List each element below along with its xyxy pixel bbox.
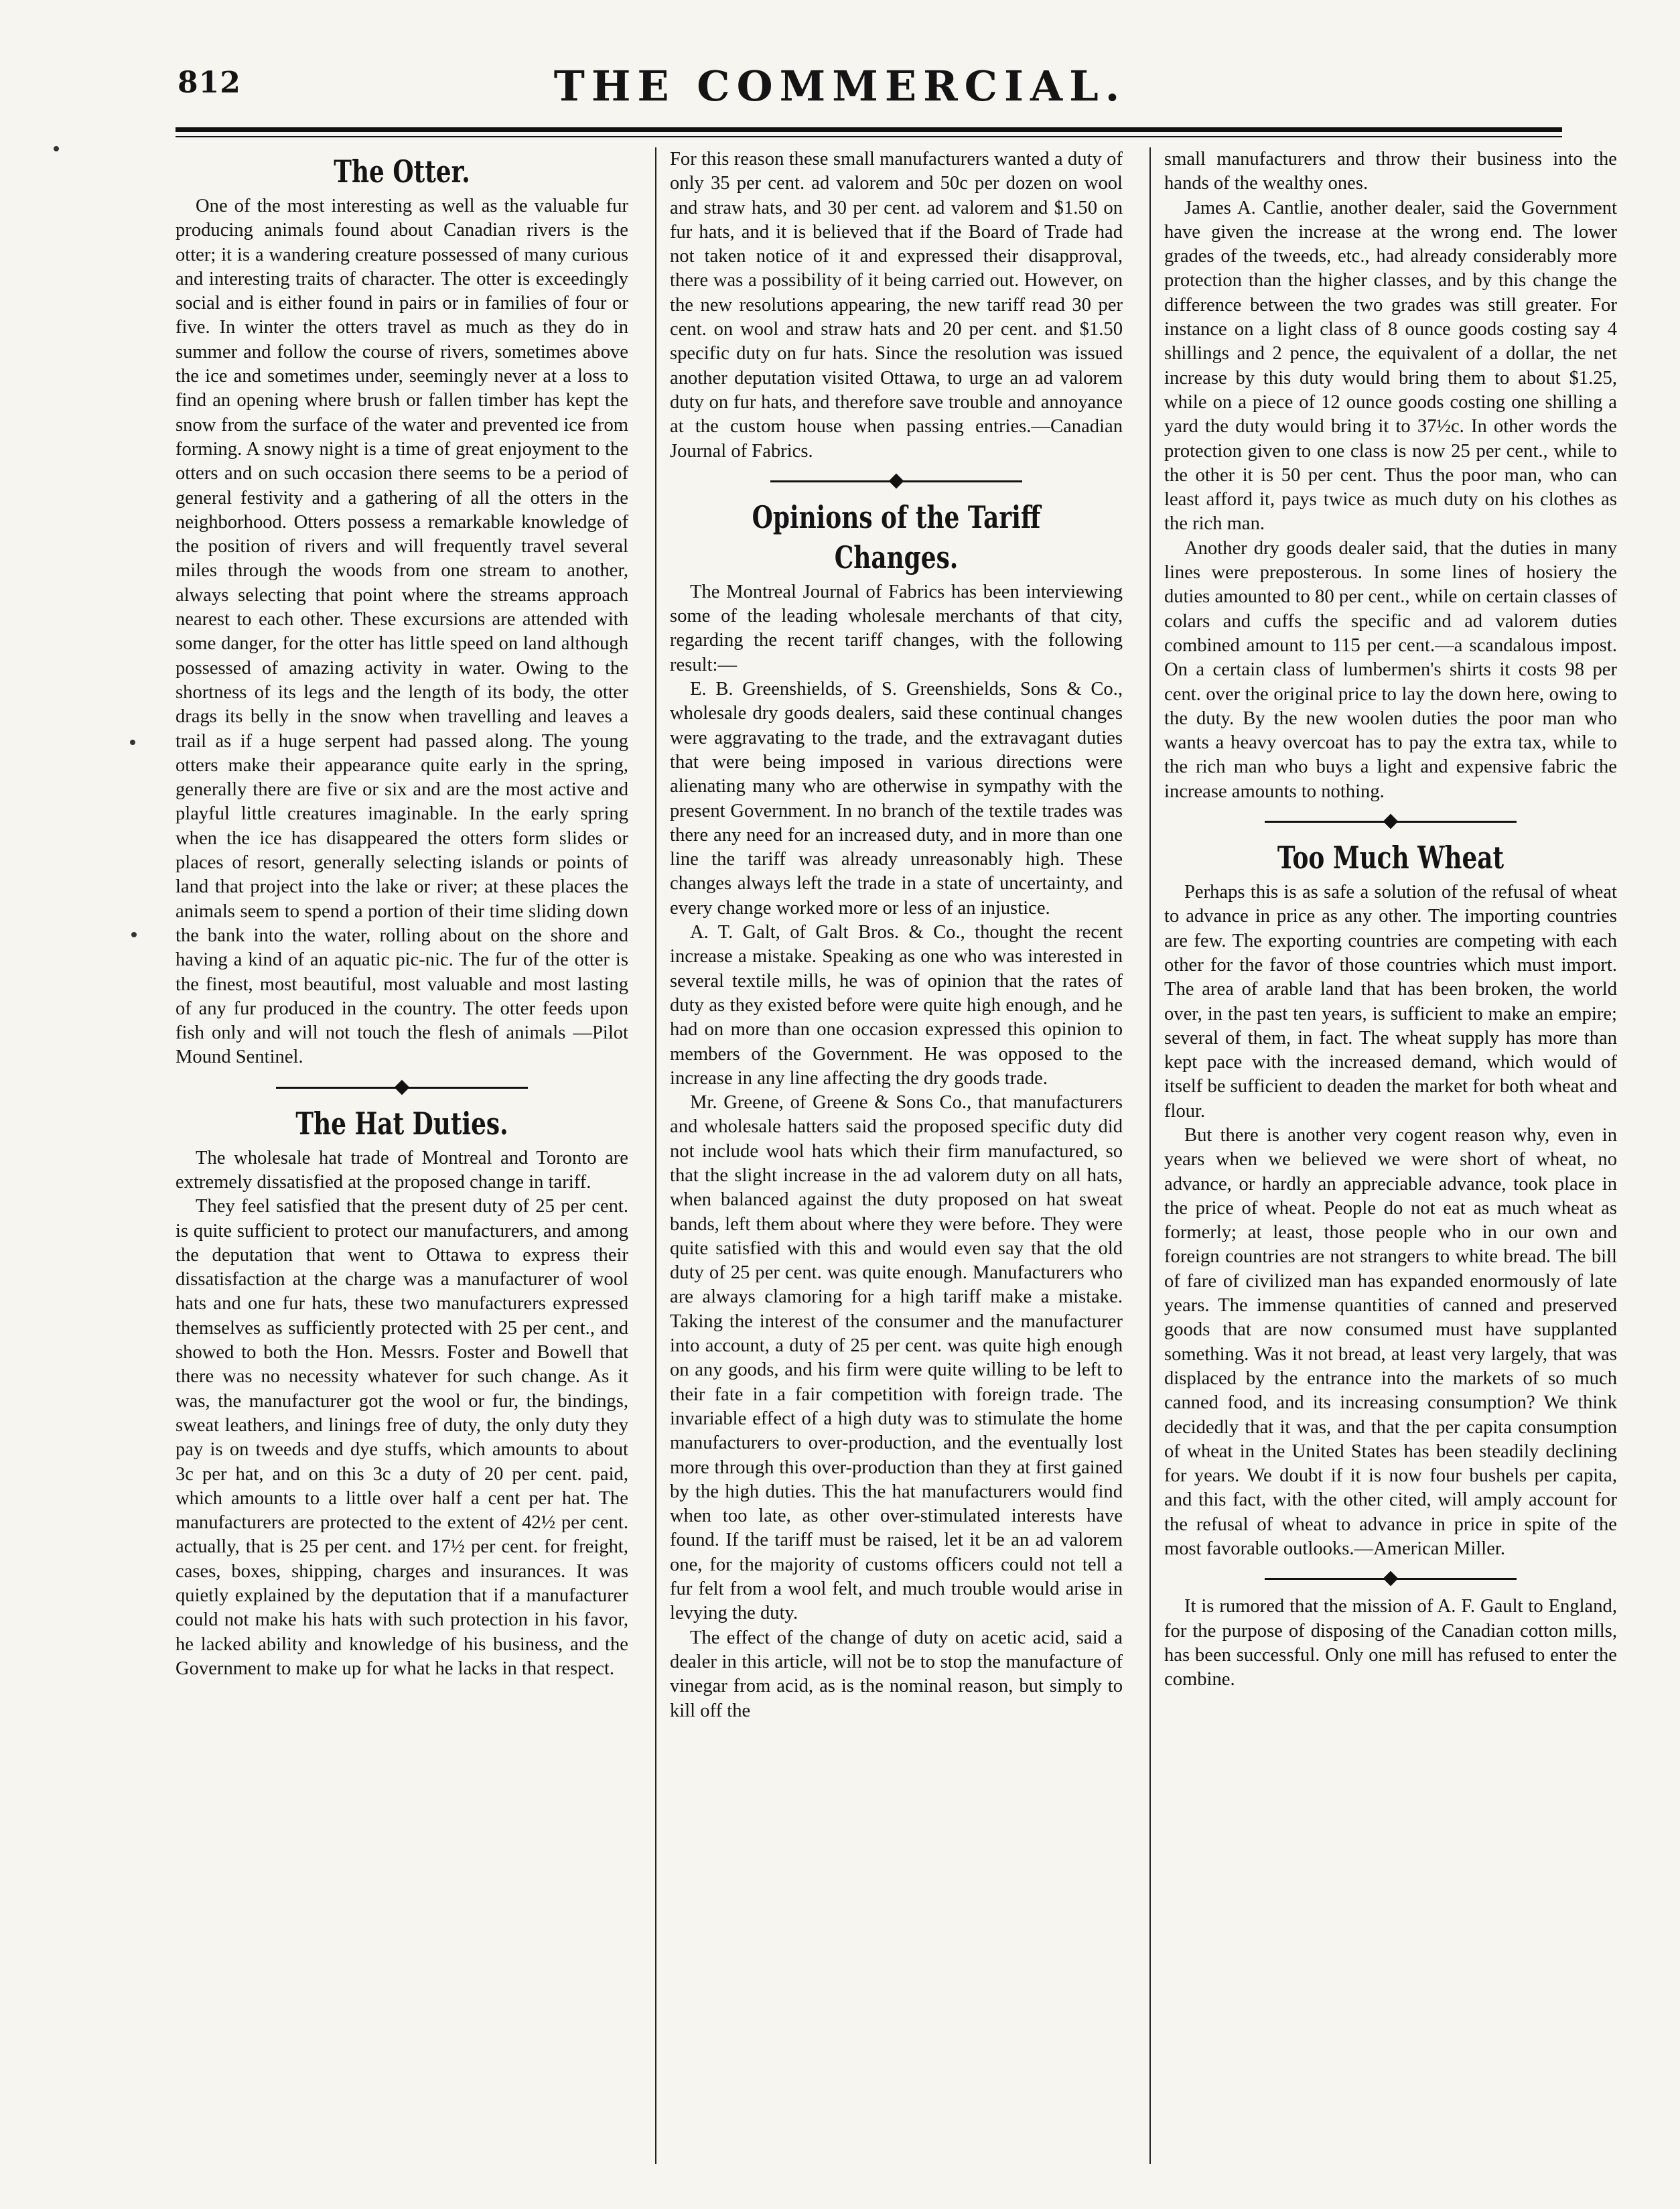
article-the-otter	[176, 151, 628, 1070]
article-too-much-wheat	[1164, 838, 1617, 1561]
continued-tariff-opinions	[1164, 147, 1617, 804]
article-opinions-tariff	[670, 497, 1123, 1723]
article-title: The Otter.	[334, 153, 470, 190]
column-3	[1164, 147, 1617, 2164]
article-paragraph: The Montreal Journal of Fabrics has been interviewing some of the leading wholesale merchants of that city, regarding the recent tariff changes, with the following result:—	[670, 581, 1123, 675]
article-gault-mission	[1164, 1595, 1617, 1692]
section-separator	[1164, 809, 1617, 833]
article-paragraph: They feel satisfied that the present duty of 25 per cent. is quite sufficient to protect our manufacturers, and among the deputation that went to Ottawa to express their dissatisfaction at the charge was a manufacturer of wool hats and one fur hats, these two manufacturers expressed themselves as sufficiently protected with 25 per cent., and showed to both the Hon. Messrs. Foster and Bowell that there was no necessity whatever for such change. As it was, the manufacturer got the wool or fur, the bindings, sweat leathers, and linings free of duty, the only duty they pay is on tweeds and dye stuffs, which amounts to about 3c per hat, and on this 3c a duty of 20 per cent. paid, which amounts to a little over half a cent per hat. The manufacturers are protected to the extent of 42½ per cent. actually, that is 25 per cent. and 17½ per cent. for freight, cases, boxes, shipping, charges and insurances. It was quietly explained by the deputation that if a manufacturer could not make his hats with such protection in his favor, he lacked ability and knowledge of his business, and the Government to make up for what he lacks in that respect.	[176, 1196, 628, 1679]
column-divider-2	[1149, 147, 1151, 2164]
section-separator	[1164, 1566, 1617, 1591]
margin-dot	[130, 740, 135, 745]
masthead: THE COMMERCIAL.	[553, 62, 1127, 111]
article-paragraph: But there is another very cogent reason why, even in years when we believed we were short of wheat, no advance, or hardly an appreciable advance, took place in the price of wheat. People do not eat as much wheat as formerly; at least, those people who in our own and foreign countries are not strangers to white bread. The bill of fare of civilized man has expanded enormously of late years. The immense quantities of canned and preserved goods that are now consumed must have supplanted something. Was it not bread, at least very largely, that was displaced by the entrance into the markets of so much canned food, and its increasing consumption? We think decidedly that it was, and that the per capita consumption of wheat in the United States has been steadily declining for years. We doubt if it is now four bushels per capita, and this fact, with the other cited, will amply account for the refusal of wheat to advance in price in spite of the most favorable outlooks.—American Miller.	[1164, 1124, 1617, 1560]
margin-dot	[131, 932, 137, 937]
article-paragraph: Perhaps this is as safe a solution of the refusal of wheat to advance in price as any other. The importing countries are few. The exporting countries are competing with each other for the favor of those countries which must import. The area of arable land that has been broken, the world over, in the past ten years, is sufficient to make an empire; several of them, in fact. The wheat supply has more than kept pace with the increased demand, which would of itself be sufficient to deaden the market for both wheat and flour.	[1164, 882, 1617, 1122]
article-paragraph: James A. Cantlie, another dealer, said the Government have given the increase at the wrong end. The lower grades of the tweeds, etc., had already considerably more protection than the higher classes, and by this change the difference between the two grades was still greater. For instance on a light class of 8 ounce goods costing say 4 shillings and 2 pence, the equivalent of a dollar, the net increase by this duty would bring them to about $1.25, while on a piece of 12 ounce goods costing one shilling a yard the duty would bring it to 37½c. In other words the protection given to one class is now 25 per cent., while to the other it is 50 per cent. Thus the poor man, who can least afford it, pays twice as much duty on his clothes as the rich man.	[1164, 197, 1617, 535]
article-the-hat-duties	[176, 1103, 628, 1682]
header-rule-thick	[176, 127, 1562, 132]
article-paragraph: small manufacturers and throw their business into the hands of the wealthy ones.	[1164, 149, 1617, 194]
column-divider-1	[655, 147, 656, 2164]
article-paragraph: For this reason these small manufacturers wanted a duty of only 35 per cent. ad valorem and 50c per dozen on wool and straw hats, and 30 per cent. ad valorem and $1.50 on fur hats, and it is believed that if the Board of Trade had not taken notice of it and expressed their disapproval, there was a possibility of it being carried out. However, on the new resolutions appearing, the new tariff read 30 per cent. on wool and straw hats and 20 per cent. and $1.50 specific duty on fur hats. Since the resolution was issued another deputation visited Ottawa, to urge an ad valorem duty on fur hats, and therefore save trouble and annoyance at the custom house when passing entries.—Canadian Journal of Fabrics.	[670, 149, 1123, 462]
article-paragraph: Mr. Greene, of Greene & Sons Co., that manufacturers and wholesale hatters said the proposed specific duty did not include wool hats which their firm manufactured, so that the slight increase in the ad valorem duty on all hats, when balanced against the duty proposed on hat sweat bands, left them about where they were before. They were quite satisfied with this and would even say that the old duty of 25 per cent. was quite enough. Manufacturers who are always clamoring for a high tariff make a mistake. Taking the interest of the consumer and the manufacturer into account, a duty of 25 per cent. was quite high enough on any goods, and his firm were quite willing to be left to their fate in a fair competition with foreign trade. The invariable effect of a high duty was to stimulate the home manufacturers to over-production, and the eventually lost more through this over-production than they at first gained by the high duties. This the hat manufacturers would find when too late, as other over-stimulated interests have found. If the tariff must be raised, let it be an ad valorem one, for the majority of customs officers could not tell a fur felt from a wool felt, and much trouble would arise in levying the duty.	[670, 1092, 1123, 1624]
article-paragraph: A. T. Galt, of Galt Bros. & Co., thought the recent increase a mistake. Speaking as one who was interested in several textile mills, he was of opinion that the rates of duty as they existed before were quite high enough, and he had on more than one occasion expressed this opinion to members of the Government. He was opposed to the increase in any line affecting the dry goods trade.	[670, 922, 1123, 1089]
column-1	[176, 147, 628, 2164]
column-2	[670, 147, 1123, 2164]
article-paragraph: The effect of the change of duty on acetic acid, said a dealer in this article, will not be to stop the manufacture of vinegar from acid, as is the nominal reason, but simply to kill off the	[670, 1627, 1123, 1721]
margin-dot	[54, 146, 59, 151]
article-paragraph: The wholesale hat trade of Montreal and Toronto are extremely dissatisfied at the proposed change in tariff.	[176, 1147, 628, 1193]
article-paragraph: It is rumored that the mission of A. F. Gault to England, for the purpose of disposing of the Canadian cotton mills, has been successful. Only one mill has refused to enter the combine.	[1164, 1596, 1617, 1690]
article-title: Too Much Wheat	[1277, 840, 1504, 876]
article-title: Opinions of the Tariff Changes.	[752, 498, 1041, 576]
continued-hat-duties	[670, 147, 1123, 464]
article-paragraph: One of the most interesting as well as the valuable fur producing animals found about Canadian rivers is the otter; it is a wandering creature possessed of many curious and interesting traits of character. The otter is exceedingly social and is either found in pairs or in families of four or five. In winter the otters travel as much as they do in summer and follow the course of rivers, sometimes above the ice and sometimes under, seemingly never at a loss to find an opening where brush or fallen timber has kept the snow from the surface of the water and prevented ice from forming. A snowy night is a time of great enjoyment to the otters and on such occasion there seems to be a period of general festivity and a gathering of all the otters in the neighborhood. Otters possess a remarkable knowledge of the position of rivers and will frequently travel several miles through the woods from one stream to another, always selecting that point where the streams approach nearest to each other. These excursions are attended with some danger, for the otter has little speed on land although possessed of amazing activity in water. Owing to the shortness of its legs and the length of its body, the otter drags its belly in the snow when travelling and leaves a trail as if a huge serpent had passed along. The young otters make their appearance quite early in the spring, generally there are five or six and are the most active and playful little creatures imaginable. In the early spring when the ice has disappeared the otters form slides or places of resort, generally selecting islands or points of land that project into the lake or river; at these places the animals seem to spend a portion of their time sliding down the bank into the water, rolling about on the shore and having a kind of an aquatic pic-nic. The fur of the otter is the finest, most beautiful, most valuable and most lasting of any fur produced in the country. The otter feeds upon fish only and will not touch the flesh of animals —Pilot Mound Sentinel.	[176, 196, 628, 1068]
page-number: 812	[178, 66, 241, 100]
article-title: The Hat Duties.	[295, 1105, 508, 1142]
header-rule-thin	[176, 136, 1562, 137]
section-separator	[176, 1075, 628, 1099]
article-paragraph: E. B. Greenshields, of S. Greenshields, Sons & Co., wholesale dry goods dealers, said these continual changes were aggravating to the trade, and the extravagant duties that were being imposed in various directions were alienating many who are otherwise in sympathy with the present Government. In no branch of the textile trades was there any need for an increased duty, and in more than one line the tariff was already unreasonably high. These changes always left the trade in a state of uncertainty, and every change worked more or less of an injustice.	[670, 679, 1123, 919]
section-separator	[670, 469, 1123, 493]
article-paragraph: Another dry goods dealer said, that the duties in many lines were preposterous. In some lines of hosiery the duties amounted to 80 per cent., while on certain classes of colars and cuffs the specific and ad valorem duties combined amount to 115 per cent.—a scandalous impost. On a certain class of lumbermen's shirts it costs 98 per cent. over the original price to lay the down here, owing to the duty. By the new woolen duties the poor man who wants a heavy overcoat has to pay the extra tax, while to the rich man who buys a light and expensive fabric the increase amounts to nothing.	[1164, 537, 1617, 802]
